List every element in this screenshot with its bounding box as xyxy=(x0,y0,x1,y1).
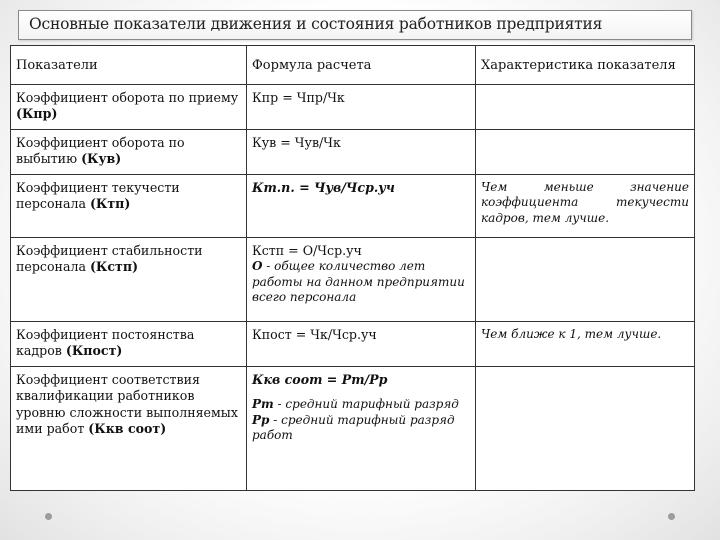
decorative-dot xyxy=(45,513,52,520)
formula-cell: Кпр = Чпр/Чк xyxy=(247,85,476,130)
indicator-cell: Коэффициент постоянства кадров (Кпост) xyxy=(11,322,247,367)
page-title: Основные показатели движения и состояния работников предприятия xyxy=(29,15,603,33)
indicators-table xyxy=(10,45,695,491)
characteristic-cell xyxy=(476,238,695,322)
header-formula: Формула расчета xyxy=(247,46,476,85)
decorative-dot xyxy=(668,513,675,520)
indicator-cell: Коэффициент оборота по приему (Кпр) xyxy=(11,85,247,130)
characteristic-cell xyxy=(476,85,695,130)
formula-cell: Кстп = О/Чср.уч О - общее количество лет работы на данном предприятии всего персонала xyxy=(247,238,476,322)
formula-cell: Кув = Чув/Чк xyxy=(247,130,476,175)
formula-cell: Кт.п. = Чув/Чср.уч xyxy=(247,175,476,238)
header-indicators: Показатели xyxy=(11,46,247,85)
table-row xyxy=(11,367,695,491)
indicator-cell: Коэффициент соответствия квалификации работников уровню сложности выполняемых ими работ (Ккв соот) xyxy=(11,367,247,491)
characteristic-cell xyxy=(476,367,695,491)
title-box xyxy=(18,10,692,40)
characteristic-cell: Чем ближе к 1, тем лучше. xyxy=(476,322,695,367)
table-row xyxy=(11,322,695,367)
table-header-row xyxy=(11,46,695,85)
table-row xyxy=(11,238,695,322)
indicator-cell: Коэффициент стабильности персонала (Кстп) xyxy=(11,238,247,322)
indicator-cell: Коэффициент текучести персонала (Ктп) xyxy=(11,175,247,238)
header-characteristic: Характеристика показателя xyxy=(476,46,695,85)
table-row xyxy=(11,130,695,175)
indicator-cell: Коэффициент оборота по выбытию (Кув) xyxy=(11,130,247,175)
table-row xyxy=(11,175,695,238)
characteristic-cell: Чем меньше значение коэффициента текучести кадров, тем лучше. xyxy=(476,175,695,238)
formula-cell: Ккв соот = Рт/Рр Рт - средний тарифный разряд Рр - средний тарифный разряд работ xyxy=(247,367,476,491)
table-row xyxy=(11,85,695,130)
formula-cell: Кпост = Чк/Чср.уч xyxy=(247,322,476,367)
characteristic-cell xyxy=(476,130,695,175)
